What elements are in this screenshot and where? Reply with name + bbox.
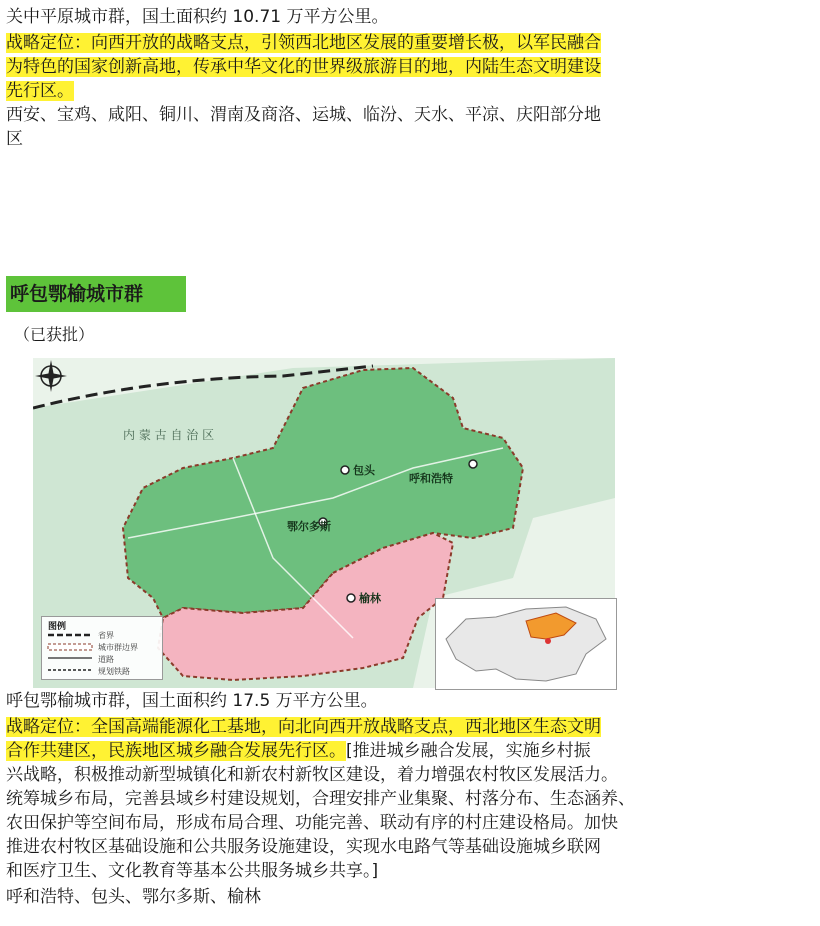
approval-status: （已获批） [14, 325, 95, 344]
guanzhong-strategy-line-3 [6, 80, 74, 102]
city-dot-yulin [347, 594, 355, 602]
legend-item-cluster: 城市群边界 [98, 643, 138, 652]
legend-item-road: 道路 [98, 655, 114, 664]
hubao-text-continued: [推进城乡融合发展，实施乡村振 [346, 741, 591, 761]
city-dot-baotou [341, 466, 349, 474]
city-label-baotou: 包头 [353, 464, 375, 477]
hubao-text-line-3: 兴战略，积极推动新型城镇化和新农村新牧区建设，着力增强农村牧区发展活力。 [6, 765, 618, 785]
hubao-cities-line: 呼和浩特、包头、鄂尔多斯、榆林 [6, 887, 261, 907]
hubao-text-line-4: 统筹城乡布局，完善县域乡村建设规划，合理安排产业集聚、村落分布、生态涵养、 [6, 789, 635, 809]
guanzhong-strategy-line-1 [6, 32, 601, 54]
legend-item-rail: 规划铁路 [98, 667, 130, 676]
hubao-area-text: 呼包鄂榆城市群，国土面积约 17.5 万平方公里。 [6, 691, 378, 711]
hubao-strategy-highlight-2: 合作共建区，民族地区城乡融合发展先行区。 [6, 741, 346, 761]
hubao-text-line-7: 和医疗卫生、文化教育等基本公共服务城乡共享。] [6, 861, 379, 881]
china-outline [436, 599, 616, 689]
guanzhong-strategy-line-2 [6, 56, 601, 78]
city-dot-hohhot [469, 460, 477, 468]
legend-title: 图例 [48, 622, 67, 632]
city-label-yulin: 榆林 [359, 592, 381, 605]
hubao-strategy-line-1 [6, 716, 601, 738]
hubao-strategy-highlight-1: 战略定位：全国高端能源化工基地，向北向西开放战略支点，西北地区生态文明 [6, 717, 601, 737]
city-cluster-map [33, 358, 615, 688]
section-title-hubao: 呼包鄂榆城市群 [6, 276, 186, 312]
hubao-strategy-line-2 [6, 740, 591, 762]
map-legend [41, 616, 163, 680]
legend-symbols [46, 617, 96, 677]
guanzhong-area-text: 关中平原城市群，国土面积约 10.71 万平方公里。 [6, 7, 389, 27]
guanzhong-strategy-highlight-3: 先行区。 [6, 81, 74, 101]
guanzhong-strategy-highlight-1: 战略定位：向西开放的战略支点，引领西北地区发展的重要增长极，以军民融合 [6, 33, 601, 53]
region-label: 内 蒙 古 自 治 区 [123, 428, 215, 442]
city-label-ordos: 鄂尔多斯 [287, 520, 331, 533]
china-inset-map [435, 598, 617, 690]
compass-icon [33, 358, 69, 394]
guanzhong-cities-line-2: 区 [6, 129, 23, 149]
hubao-text-line-6: 推进农村牧区基础设施和公共服务设施建设，实现水电路气等基础设施城乡联网 [6, 837, 601, 857]
guanzhong-strategy-highlight-2: 为特色的国家创新高地，传承中华文化的世界级旅游目的地，内陆生态文明建设 [6, 57, 601, 77]
guanzhong-cities-line-1: 西安、宝鸡、咸阳、铜川、渭南及商洛、运城、临汾、天水、平凉、庆阳部分地 [6, 105, 601, 125]
hubao-text-line-5: 农田保护等空间布局，形成布局合理、功能完善、联动有序的村庄建设格局。加快 [6, 813, 618, 833]
city-label-hohhot: 呼和浩特 [409, 472, 453, 485]
legend-item-province: 省界 [98, 631, 114, 640]
